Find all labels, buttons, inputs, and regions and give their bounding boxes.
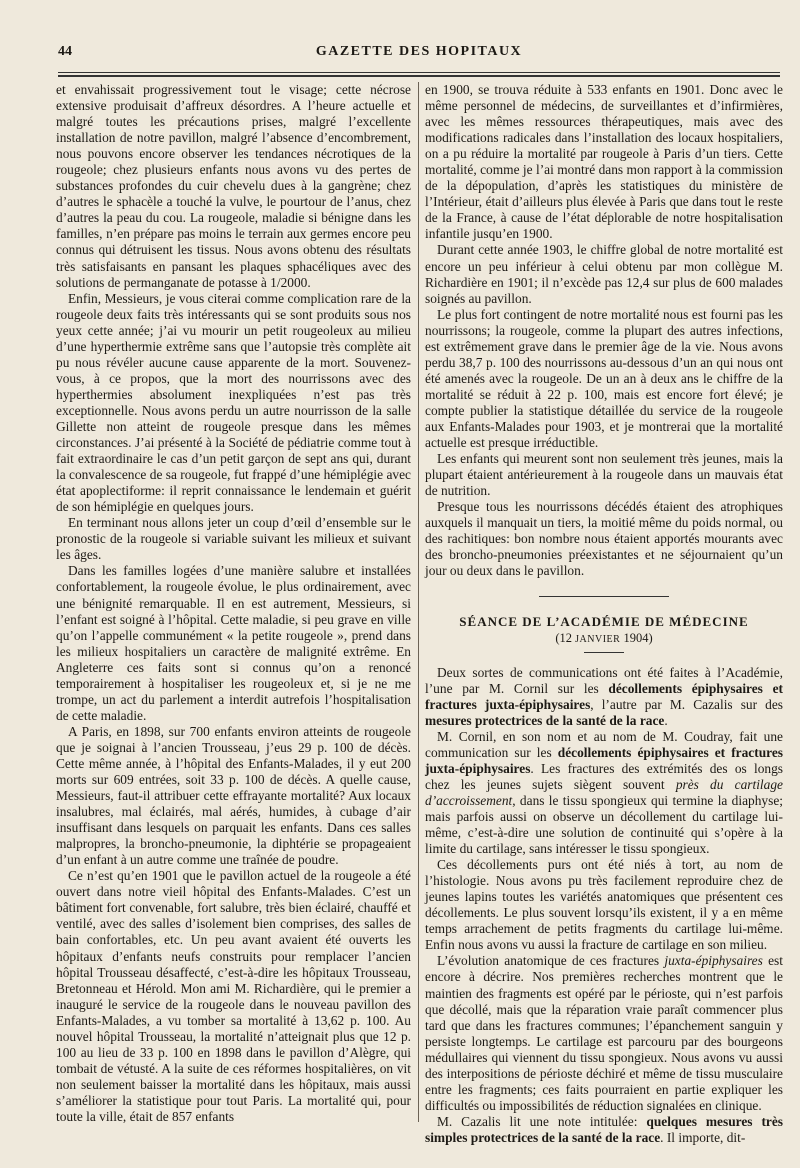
paragraph: A Paris, en 1898, sur 700 enfants environ atteints de rougeole que je soignai à l’ancien Trousseau, j’eus 29 p. 100 de décès. Cette même année, à l’hôpital des Enfants-Malades, il y eut 200 morts sur 609 entrées, soit 33 p. 100 de décès. A quelle cause, Messieurs, faut-il attribuer cette effrayante mortalité? Aux locaux insalubres, mal éclairés, mal aérés, humides, à cubage d’air insuffisant dans lesquels on parquait les enfants. Dans ces salles malpropres, la broncho-pneumonie, la diphtérie se propageaient d’un enfant à un autre comme une traînée de poudre. — [56, 723, 411, 868]
running-title: GAZETTE DES HOPITAUX — [315, 44, 523, 59]
section-rule — [584, 652, 624, 653]
paragraph: Enfin, Messieurs, je vous citerai comme complication rare de la rougeole deux faits très intéressants qui se sont produits sous nos yeux cette année; j’ai vu mourir un petit rougeoleux au milieu d’une hyperthermie extrême sans que l’autopsie très complète ait pu nous révéler aucune cause apparente de la mort. Souvenez-vous, à ce propos, que la mort des nourrissons avec des hyperthermies absolument inexpliquées n’est pas très exceptionnelle. Nous avons perdu un autre nourrisson de la salle Gillette non atteint de rougeole presque dans les mêmes circonstances. J’ai présenté à la Société de pédiatrie comme tout à fait extraordinaire le cas d’un petit garçon de sept ans qui, durant la convalescence de sa rougeole, fut frappé d’une hémiplégie avec état apoplectiforme: il reprit connaissance le lendemain et guérit de son hémiplégie en quelques jours. — [56, 290, 411, 515]
column-divider — [418, 82, 419, 1122]
paragraph: M. Cornil, en son nom et au nom de M. Coudray, fait une communication sur les décollements épiphysaires et fractures juxta-épiphysaires. Les fractures des extrémités des os longs chez les jeunes sujets siègent souvent près du cartilage d’accroissement, dans le tissu spongieux qui termine la diaphyse; mais parfois aussi on observe un décollement du cartilage lui-même, c’est-à-dire une solution de continuité qui s’opère à la limite du cartilage, sans intéresser le tissu spongieux. — [425, 728, 783, 857]
paragraph: Dans les familles logées d’une manière salubre et installées confortablement, la rougeole évolue, le plus ordinairement, avec une bénignité remarquable. Il en est autrement, Messieurs, si l’enfant est soigné à l’hôpital. Cette maladie, si peu grave en ville qu’on l’appelle communément « la petite rougeole », prend dans les milieux hospitaliers un caractère de malignité extrême. En Angleterre ces faits sont si connus qu’on a renoncé temporairement à hospitaliser les rougeoleux et, si je ne me trompe, un act du parlement a interdit autrefois l’hospitalisation de cette maladie. — [56, 563, 411, 723]
header-rule — [58, 72, 780, 73]
paragraph: Presque tous les nourrissons décédés étaient des atrophiques auxquels il manquait un tiers, la moitié même du poids normal, ou des rachitiques: bon nombre nous étaient apportés mourants avec des broncho-pneumonies préexistantes et ne séjournaient qu’un jour ou deux dans le pavillon. — [425, 499, 783, 579]
paragraph: Ce n’est qu’en 1901 que le pavillon actuel de la rougeole a été ouvert dans notre vieil hôpital des Enfants-Malades. C’est un bâtiment fort convenable, fort salubre, très bien éclairé, chauffé et ventilé, avec des salles d’isolement bien comprises, des salles de bain confortables, etc. Un peu avant avaient été ouverts les hôpitaux d’enfants neufs construits pour remplacer l’ancien hôpital Trousseau désaffecté, c’est-à-dire les hôpitaux Trousseau, Bretonneau et Hérold. Mon ami M. Richardière, qui le premier a inauguré le service de la rougeole dans le nouveau pavillon des Enfants-Malades, a vu tomber sa mortalité à 13,62 p. 100. Au nouvel hôpital Trousseau, la mortalité n’atteignait plus que 12 p. 100 au lieu de 33 p. 100 en 1898 dans le pavillon d’Alègre, qui tombait de vétusté. A la suite de ces réformes hospitalières, on vit non seulement baisser la mortalité dans les hôpitaux, mais aussi s’améliorer la statistique pour tout Paris. La mortalité qui, pour toute la ville, était de 857 enfants — [56, 868, 411, 1124]
paragraph: Le plus fort contingent de notre mortalité nous est fourni pas les nourrissons; la rougeole, comme la plupart des autres infections, est extrêmement grave dans le premier âge de la vie. Nous avons perdu 38,7 p. 100 des nourrissons au-dessous d’un an qui nous ont été amenés avec la rougeole. De un an à deux ans le chiffre de la mortalité se réduit à 22 p. 100, mais est encore fort élevé; je compte publier la statistique détaillée du service de la rougeole aux Enfants-Malades pour 1903, et je montrerai que la mortalité actuelle est presque irréductible. — [425, 306, 783, 451]
ornament-separator — [425, 587, 783, 603]
paragraph: M. Cazalis lit une note intitulée: quelques mesures très simples protectrices de la santé de la race. Il importe, dit- — [425, 1113, 783, 1145]
paragraph: Les enfants qui meurent sont non seulement très jeunes, mais la plupart étaient antérieurement à la rougeole dans un mauvais état de nutrition. — [425, 451, 783, 499]
left-column — [56, 82, 411, 1125]
section-title: SÉANCE DE L’ACADÉMIE DE MÉDECINE — [459, 613, 749, 629]
paragraph: en 1900, se trouva réduite à 533 enfants en 1901. Donc avec le même personnel de médecins, de surveillantes et d’infirmières, avec les mêmes ressources thérapeutiques, mais avec des modifications radicales dans l’installation des locaux hospitaliers, on a pu réduire la mortalité par rougeole à Paris d’un tiers. Cette mortalité, comme je l’ai montré dans mon rapport à la commission de la dépopulation, d’après les statistiques du ministère de l’Intérieur, était d’ailleurs plus élevée à Paris que dans tout le reste de la France, à cause de l’état déplorable de notre hospitalisation infantile jusqu’en 1900. — [425, 82, 783, 242]
page-number: 44 — [58, 44, 72, 59]
paragraph: Ces décollements purs ont été niés à tort, au nom de l’histologie. Nous avons pu très facilement reproduire chez de jeunes lapins toutes les variétés anatomiques que présentent ces décollements. Le plus souvent lorsqu’ils existent, il y a en même temps arrachement de petits fragments du cartilage lui-même. Enfin nous avons vu aussi la fracture de cartilage en son milieu. — [425, 857, 783, 953]
section-date: (12 JANVIER 1904) — [555, 630, 653, 645]
paragraph: Durant cette année 1903, le chiffre global de notre mortalité est encore un peu inférieur à celui obtenu par mon collègue M. Richardière en 1901; il n’excède pas 12,4 sur plus de 600 malades soignés au pavillon. — [425, 242, 783, 306]
paragraph: Deux sortes de communications ont été faites à l’Académie, l’une par M. Cornil sur les décollements épiphysaires et fractures juxta-épiphysaires, l’autre par M. Cazalis sur des mesures protectrices de la santé de la race. — [425, 664, 783, 728]
paragraph: En terminant nous allons jeter un coup d’œil d’ensemble sur le pronostic de la rougeole si variable suivant les milieux et suivant les âges. — [56, 515, 411, 563]
paragraph: L’évolution anatomique de ces fractures juxta-épiphysaires est encore à décrire. Nos premières recherches montrent que le maintien des fragments est opéré par le périoste, qui n’est parfois que décollé, mais que la réparation vraie paraît commencer plus tard que dans les fractures communes; l’épanchement sanguin y persiste longtemps. Le cartilage est parcouru par des bourgeons médullaires qui viennent du tissu spongieux. Nous avons vu aussi des interpositions de périoste déchiré et même de tissu musculaire entre les fragments; ces faits pourraient en partie expliquer les difficultés ou impossibilités de réduction signalées en clinique. — [425, 953, 783, 1113]
header-rule-double — [58, 75, 780, 77]
page-header — [58, 44, 780, 64]
right-column — [425, 82, 783, 1146]
paragraph: et envahissait progressivement tout le visage; cette nécrose extensive produisait d’affreux désordres. A l’heure actuelle et malgré toutes les précautions prises, malgré l’excellente installation de notre pavillon, malgré l’absence d’encombrement, nous pouvons encore observer les tendances nécrotiques de la rougeole; chez plusieurs enfants nous avons vu des pertes de substances profondes du cuir chevelu dues à la gangrène; chez d’autres le sphacèle a touché la vulve, le pourtour de l’anus, chez d’autres la peau du cou. La rougeole, maladie si bénigne dans les familles, n’en prépare pas moins le terrain aux germes encore peu connus qui détruisent les tissus. Nous avons obtenu des résultats très satisfaisants en pansant les plaques sphacéliques avec des solutions de permanganate de potasse à 1/2000. — [56, 82, 411, 290]
